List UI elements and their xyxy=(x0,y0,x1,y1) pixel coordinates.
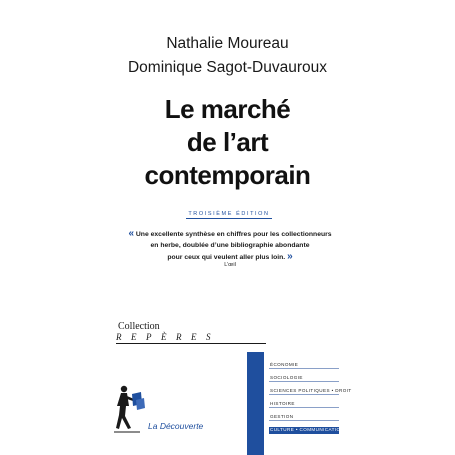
quote-text-2: en herbe, doublée d’une bibliographie abondante xyxy=(150,242,310,249)
review-quote xyxy=(110,228,350,263)
book-title xyxy=(0,93,455,192)
subject-list xyxy=(269,362,352,440)
author-1: Nathalie Moureau xyxy=(166,35,289,52)
title-line-3: contemporain xyxy=(144,160,311,190)
close-quote-mark: » xyxy=(287,251,293,262)
open-quote-mark: « xyxy=(128,228,134,239)
subject-economie: ÉCONOMIE xyxy=(269,362,339,369)
accent-bar xyxy=(247,352,264,455)
title-line-2: de l’art xyxy=(186,127,269,157)
edition-label: TROISIÈME ÉDITION xyxy=(186,211,272,219)
quote-text-3: pour ceux qui veulent aller plus loin. xyxy=(167,254,286,261)
subject-histoire: HISTOIRE xyxy=(269,401,339,408)
collection-name: REPÈRES xyxy=(116,332,266,344)
publisher-name: La Découverte xyxy=(148,421,204,431)
author-2: Dominique Sagot-Duvauroux xyxy=(127,59,328,76)
subject-culture-communication: CULTURE • COMMUNICATION xyxy=(270,427,345,432)
quote-text-1: Une excellente synthèse en chiffres pour les collectionneurs xyxy=(135,231,332,238)
quote-line-1 xyxy=(110,228,350,240)
title-line-1: Le marché xyxy=(164,94,291,124)
authors xyxy=(0,32,455,80)
subject-sociologie: SOCIOLOGIE xyxy=(269,375,339,382)
subject-sciences-politiques: SCIENCES POLITIQUES • DROIT xyxy=(270,388,352,393)
quote-line-2 xyxy=(110,240,350,251)
collection-label: Collection xyxy=(118,321,160,332)
subject-gestion: GESTION xyxy=(269,414,339,421)
quote-source: L’œil xyxy=(224,262,236,268)
